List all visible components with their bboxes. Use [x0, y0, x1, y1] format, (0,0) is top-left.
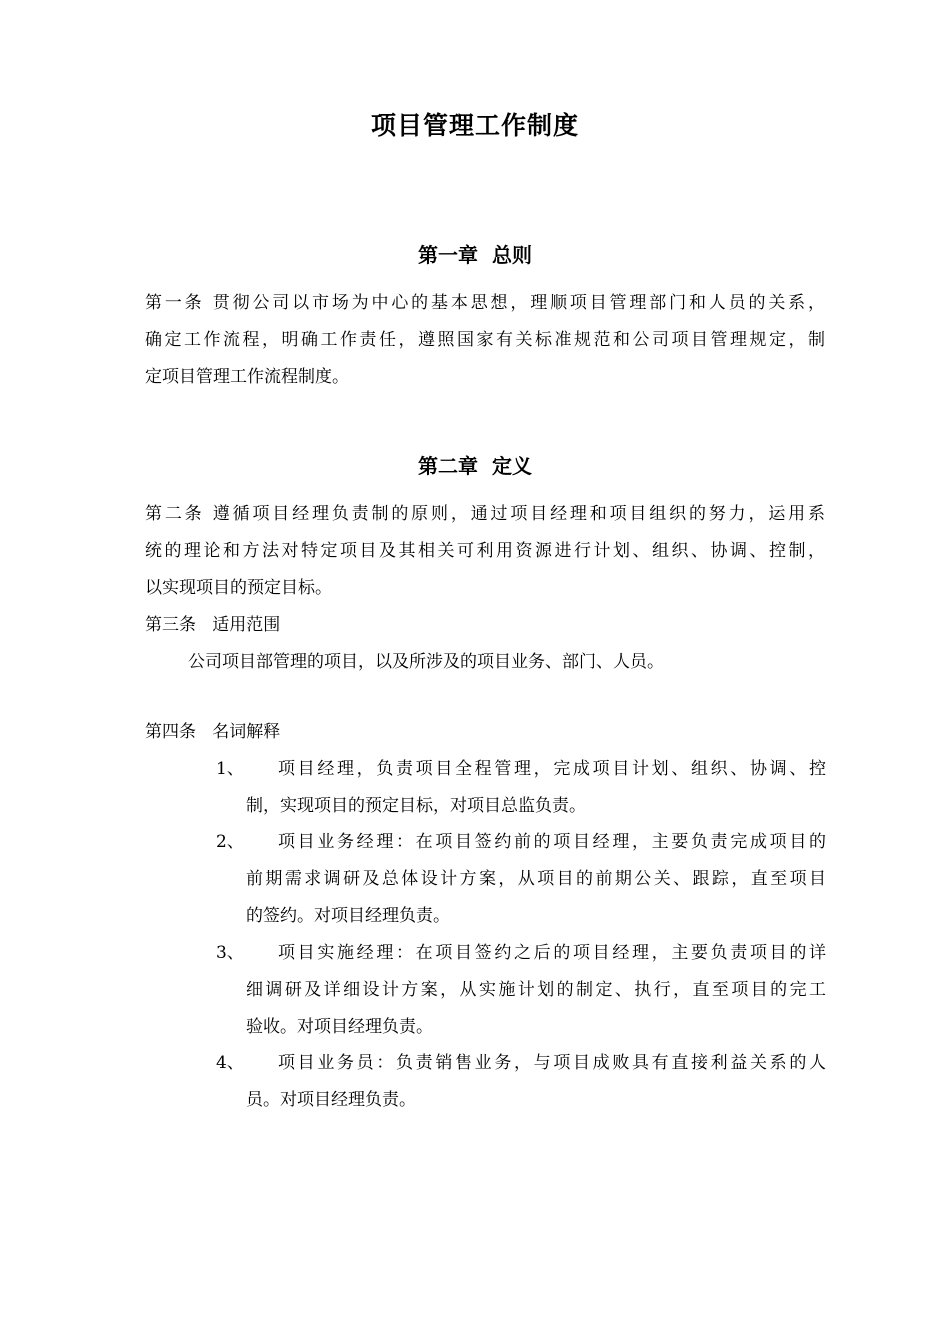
definition-item-number: 3、	[216, 943, 244, 963]
chapter-heading-2-label: 第二章 定义	[418, 454, 532, 478]
article-2-line: 以实现项目的预定目标。	[145, 578, 332, 598]
article-2	[145, 496, 825, 607]
definition-item-number: 4、	[216, 1053, 244, 1073]
definition-item-text	[246, 751, 826, 825]
chapter-heading-2	[0, 451, 950, 481]
definition-item-line: 项目业务员：负责销售业务，与项目成败具有直接利益关系的人	[278, 1053, 826, 1073]
definition-item-line: 项目经理，负责项目全程管理，完成项目计划、组织、协调、控	[278, 759, 826, 779]
article-1-line: 第一条 贯彻公司以市场为中心的基本思想，理顺项目管理部门和人员的关系，	[145, 293, 825, 313]
chapter-heading-1-label: 第一章 总则	[418, 243, 532, 267]
definition-item-line: 制，实现项目的预定目标，对项目总监负责。	[246, 796, 586, 816]
definition-item-text	[246, 935, 826, 1046]
chapter-heading-1	[0, 240, 950, 270]
definition-item-number: 2、	[216, 832, 244, 852]
definition-item-line: 项目实施经理：在项目签约之后的项目经理，主要负责项目的详	[278, 943, 826, 963]
definition-item-text	[246, 1045, 826, 1119]
definition-item-number: 1、	[216, 759, 244, 779]
article-4-heading: 第四条 名词解释	[145, 722, 281, 742]
document-title: 项目管理工作制度	[370, 111, 579, 140]
article-3-heading: 第三条 适用范围	[145, 615, 281, 635]
article-2-line: 统的理论和方法对特定项目及其相关可利用资源进行计划、组织、协调、控制，	[145, 541, 825, 561]
definition-item-line: 验收。对项目经理负责。	[246, 1017, 433, 1037]
article-1-line: 确定工作流程，明确工作责任，遵照国家有关标准规范和公司项目管理规定，制	[145, 330, 825, 350]
article-2-line: 第二条 遵循项目经理负责制的原则，通过项目经理和项目组织的努力，运用系	[145, 504, 825, 524]
article-1	[145, 285, 825, 396]
definition-item-line: 的签约。对项目经理负责。	[246, 906, 450, 926]
definition-item-line: 细调研及详细设计方案，从实施计划的制定、执行，直至项目的完工	[246, 980, 826, 1000]
definition-item-line: 员。对项目经理负责。	[246, 1090, 416, 1110]
definition-item-text	[246, 824, 826, 935]
definition-item-line: 项目业务经理：在项目签约前的项目经理，主要负责完成项目的	[278, 832, 826, 852]
article-1-line: 定项目管理工作流程制度。	[145, 367, 349, 387]
definition-item-line: 前期需求调研及总体设计方案，从项目的前期公关、跟踪，直至项目	[246, 869, 826, 889]
article-3-body: 公司项目部管理的项目，以及所涉及的项目业务、部门、人员。	[188, 652, 664, 672]
